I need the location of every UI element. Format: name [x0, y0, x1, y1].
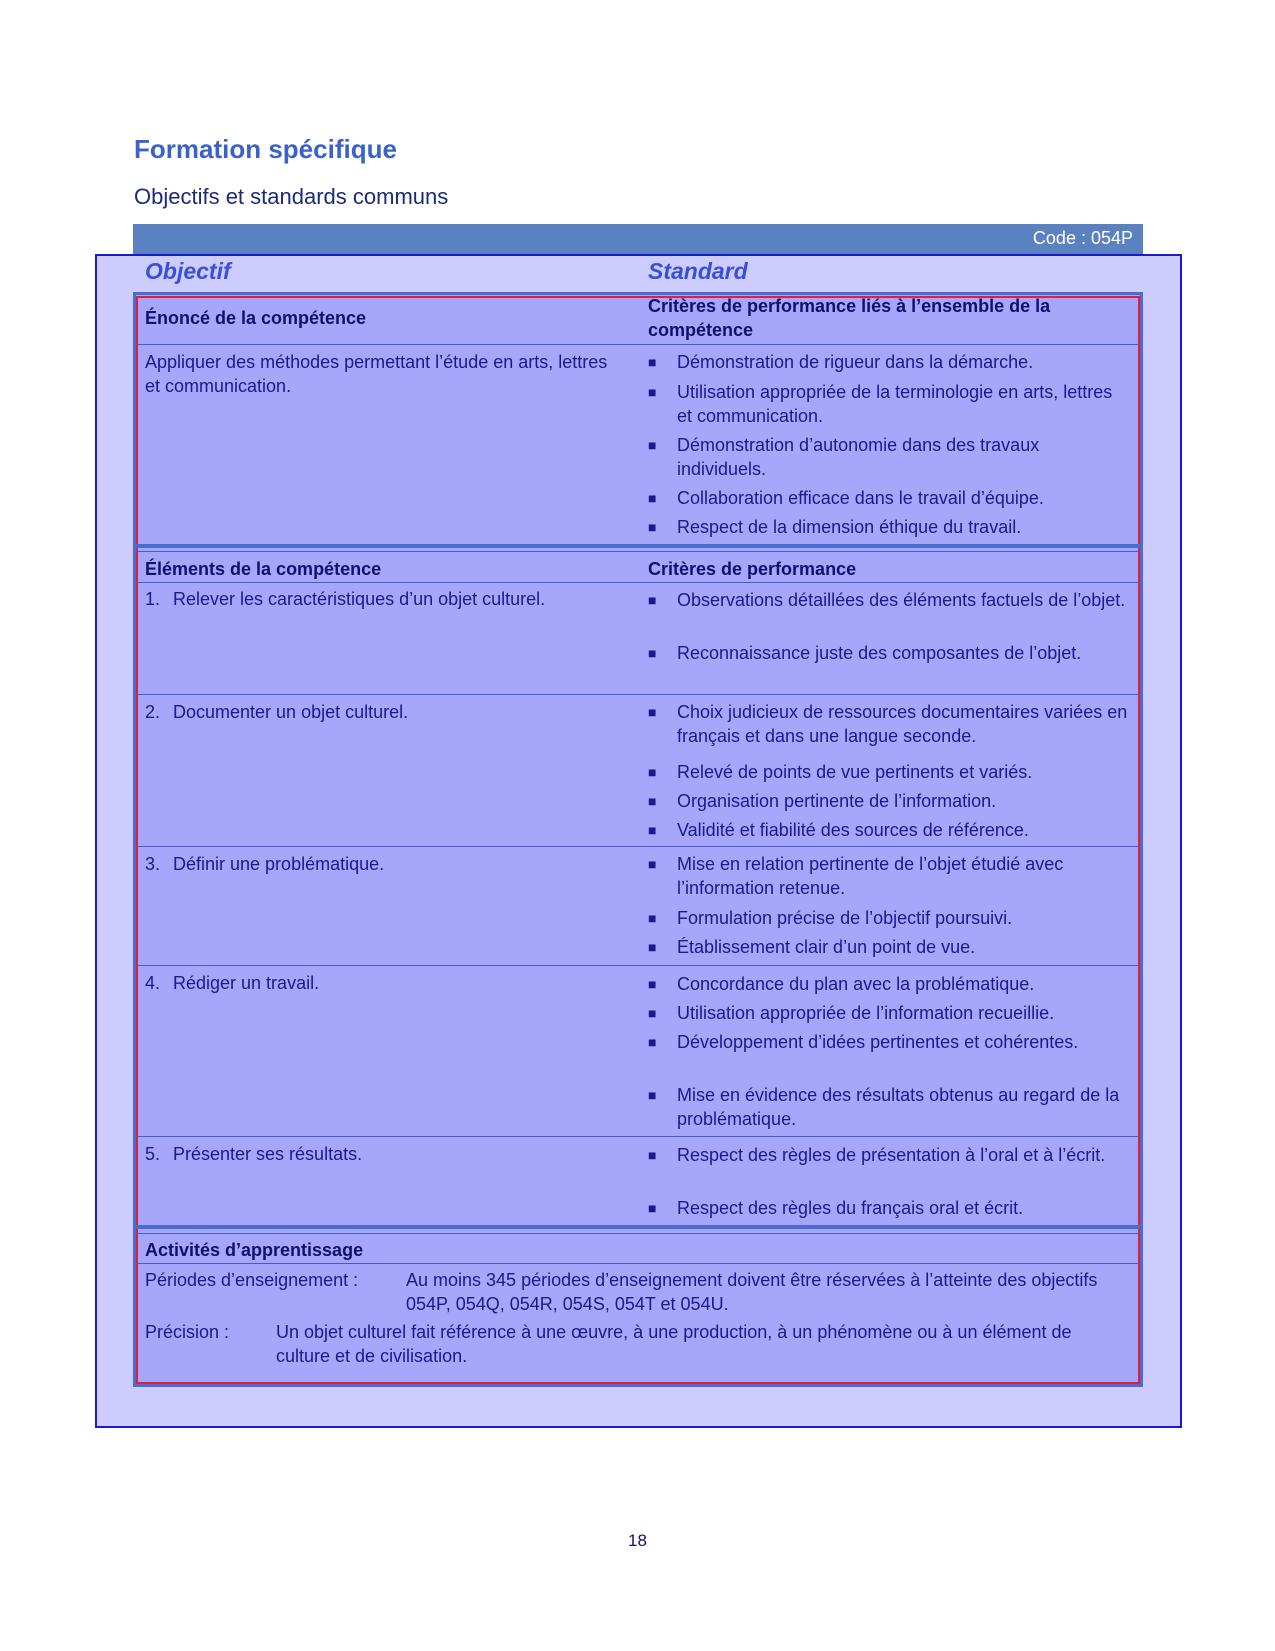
element-item: 3. Définir une problématique. — [145, 854, 385, 874]
element-item: 5. Présenter ses résultats. — [145, 1144, 363, 1164]
elements-header: Éléments de la compétence — [145, 559, 382, 579]
bullet-icon: ■ — [648, 645, 657, 661]
divider — [136, 344, 1140, 345]
code-bar — [133, 224, 1143, 254]
bullet-icon: ■ — [648, 354, 657, 370]
bullet-icon: ■ — [648, 1087, 657, 1103]
bullet-icon: ■ — [648, 592, 657, 608]
bullet-icon: ■ — [648, 976, 657, 992]
bullet-icon: ■ — [648, 856, 657, 872]
element-item: 1. Relever les caractéristiques d’un objet culturel. — [145, 589, 546, 609]
bullet-icon: ■ — [648, 793, 657, 809]
bullet-icon: ■ — [648, 939, 657, 955]
bullet-icon: ■ — [648, 1147, 657, 1163]
page-title: Formation spécifique — [134, 134, 397, 164]
element-item: 2. Documenter un objet culturel. — [145, 702, 409, 722]
column-header-objectif: Objectif — [145, 258, 231, 284]
divider — [136, 582, 1140, 583]
divider — [136, 1136, 1140, 1137]
statement-header: Énoncé de la compétence — [145, 308, 367, 328]
divider — [136, 551, 1140, 552]
precision-text: Un objet culturel fait référence à une œuvre, à une production, à un phénomène ou à un élément de culture et de civilisation. — [276, 1322, 1072, 1366]
column-header-standard: Standard — [648, 258, 748, 284]
bullet-icon: ■ — [648, 1034, 657, 1050]
bullet-icon: ■ — [648, 822, 657, 838]
bullet-icon: ■ — [648, 1005, 657, 1021]
divider — [136, 846, 1140, 847]
periodes-text: Au moins 345 périodes d’enseignement doivent être réservées à l’atteinte des objectifs 054P, 054Q, 054R, 054S, 054T et 054U. — [406, 1270, 1098, 1314]
bullet-icon: ■ — [648, 764, 657, 780]
bullet-icon: ■ — [648, 490, 657, 506]
bullet-icon: ■ — [648, 910, 657, 926]
global-criteria-header: Critères de performance liés à l’ensemble de la compétence — [648, 296, 1051, 340]
divider — [136, 694, 1140, 695]
bullet-icon: ■ — [648, 437, 657, 453]
competence-statement: Appliquer des méthodes permettant l’étude en arts, lettres et communication. — [145, 352, 608, 396]
bullet-icon: ■ — [648, 704, 657, 720]
periodes-label: Périodes d’enseignement : — [145, 1270, 359, 1290]
bullet-icon: ■ — [648, 519, 657, 535]
divider — [136, 1233, 1140, 1234]
activities-header: Activités d’apprentissage — [145, 1240, 364, 1260]
section-divider — [136, 1225, 1140, 1229]
bullet-icon: ■ — [648, 384, 657, 400]
bullet-icon: ■ — [648, 1200, 657, 1216]
section-divider — [136, 544, 1140, 548]
divider — [136, 1263, 1140, 1264]
page-subtitle: Objectifs et standards communs — [134, 184, 449, 209]
divider — [136, 965, 1140, 966]
page-number: 18 — [628, 1531, 647, 1550]
precision-label: Précision : — [145, 1322, 230, 1342]
criteria-header: Critères de performance — [648, 559, 857, 579]
code-label: Code : 054P — [1032, 228, 1133, 248]
element-item: 4. Rédiger un travail. — [145, 973, 320, 993]
